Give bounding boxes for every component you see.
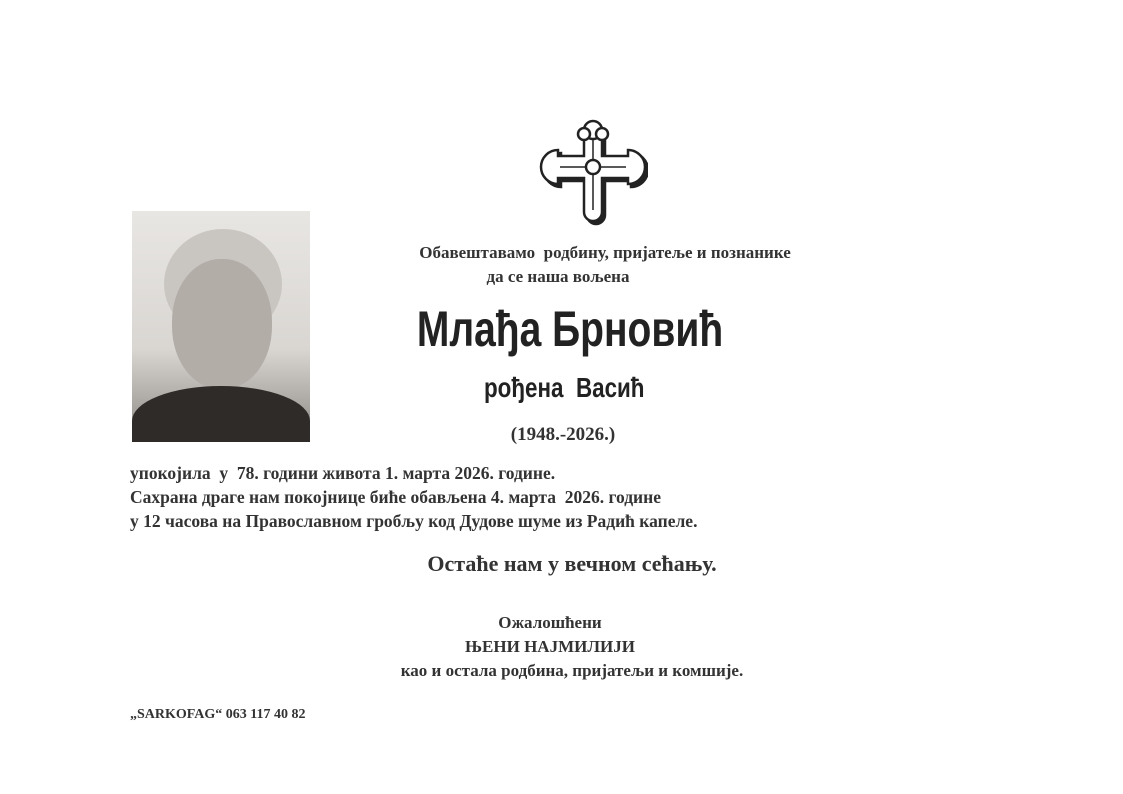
photo-clothing [132,386,310,442]
body-line-2: Сахрана драге нам покојнице биће обављена 4. марта 2026. године [130,487,661,507]
body-line-3: у 12 часова на Православном гробљу код Дудове шуме из Радић капеле. [130,511,698,531]
orthodox-cross-icon [538,116,648,234]
mourners-label: Ожалошћени [498,613,602,632]
remembrance-line: Остаће нам у вечном сећању. [427,551,717,576]
deceased-name: Млађа Брновић [416,301,724,357]
intro-line-1: Обавештавамо родбину, пријатеље и познанике [419,243,791,262]
mourners-others: као и остала родбина, пријатељи и комшије. [400,661,744,680]
life-years: (1948.-2026.) [510,424,616,445]
portrait-photo [132,211,310,442]
funeral-home-footer: „SARKOFAG“ 063 117 40 82 [130,707,306,722]
maiden-name: рођена Васић [484,372,645,403]
photo-face [172,259,272,389]
intro-line-2: да се наша вољена [486,267,630,286]
body-line-1: упокојила у 78. години живота 1. марта 2026. године. [130,463,556,483]
mourners-family: ЊЕНИ НАЈМИЛИЈИ [465,637,635,656]
